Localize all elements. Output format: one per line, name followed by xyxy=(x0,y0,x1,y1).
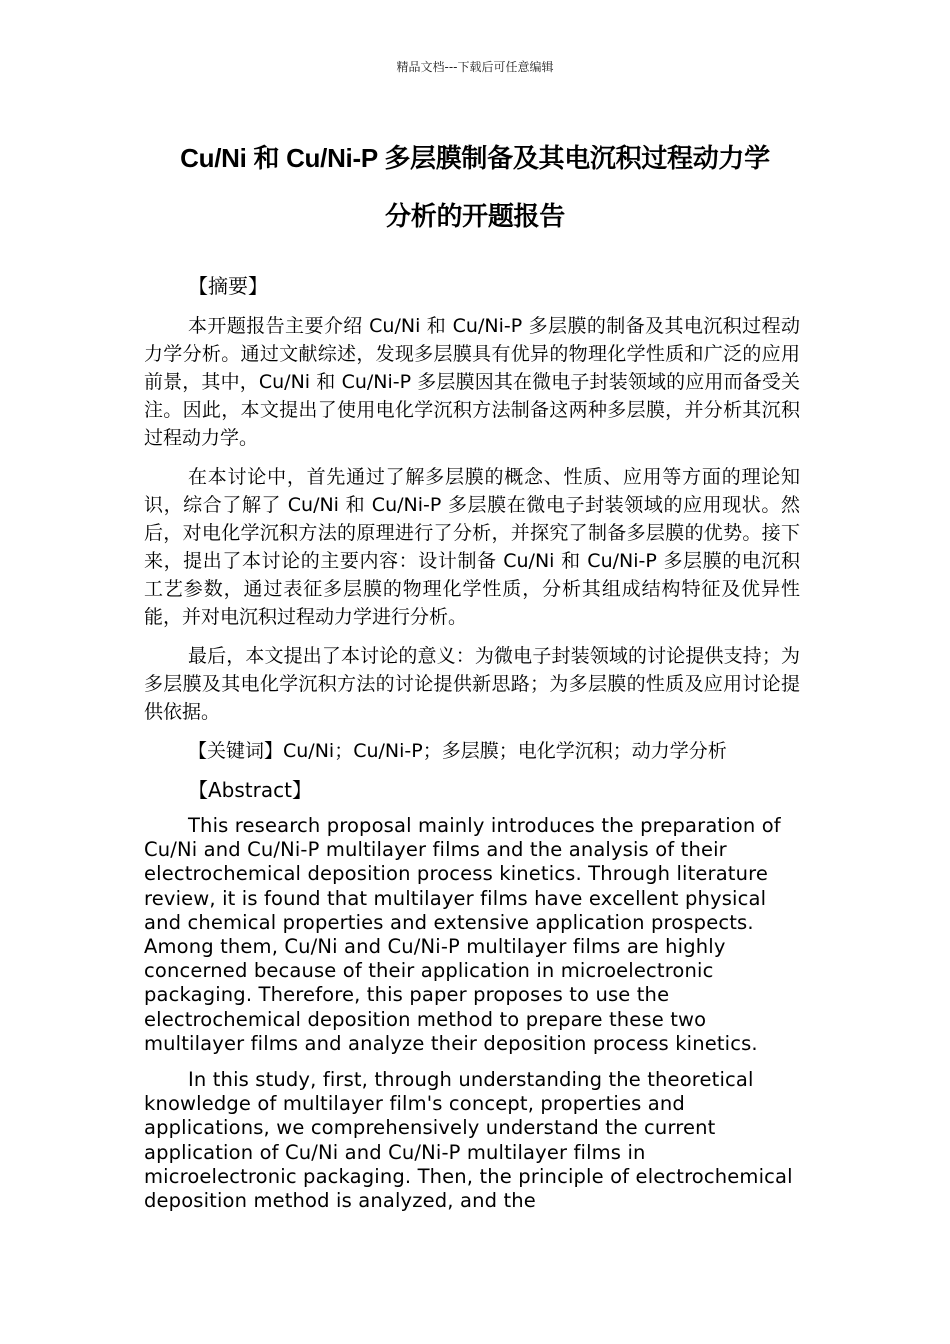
abstract-cn-paragraph-2: 在本讨论中，首先通过了解多层膜的概念、性质、应用等方面的理论知识，综合了解了 Cu/Ni 和 Cu/Ni-P 多层膜在微电子封装领域的应用现状。然后，对电化学沉积方法的原理进行了分析，并探究了制备多层膜的优势。接下来，提出了本讨论的主要内容：设计制备 Cu/Ni 和 Cu/Ni-P 多层膜的电沉积工艺参数，通过表征多层膜的物理化学性质，分析其组成结构特征及优异性能，并对电沉积过程动力学进行分析。 xyxy=(144,466,800,628)
abstract-en-paragraph-1: This research proposal mainly introduces the preparation of Cu/Ni and Cu/Ni-P multilayer films and the analysis of their electrochemical deposition process kinetics. Through literature review, it is found that multilayer films have excellent physical and chemical properties and extensive application prospects. Among them, Cu/Ni and Cu/Ni-P multilayer films are highly concerned because of their application in microelectronic packaging. Therefore, this paper proposes to use the electrochemical deposition method to prepare these two multilayer films and analyze their deposition process kinetics. xyxy=(144,814,781,1055)
abstract-cn-paragraph-1: 本开题报告主要介绍 Cu/Ni 和 Cu/Ni-P 多层膜的制备及其电沉积过程动力学分析。通过文献综述，发现多层膜具有优异的物理化学性质和广泛的应用前景，其中，Cu/Ni 和 Cu/Ni-P 多层膜因其在微电子封装领域的应用而备受关注。因此，本文提出了使用电化学沉积方法制备这两种多层膜，并分析其沉积过程动力学。 xyxy=(144,315,800,449)
keywords-line: 【关键词】Cu/Ni；Cu/Ni-P；多层膜；电化学沉积；动力学分析 xyxy=(188,740,727,762)
abstract-en-paragraph-2: In this study, first, through understanding the theoretical knowledge of multilayer film's concept, properties and applications, we comprehensively understand the current application of Cu/Ni and Cu/Ni-P multilayer films in microelectronic packaging. Then, the principle of electrochemical deposition method is analyzed, and the xyxy=(144,1068,793,1213)
abstract-en-heading: 【Abstract】 xyxy=(188,778,312,802)
abstract-cn-paragraph-3: 最后，本文提出了本讨论的意义：为微电子封装领域的讨论提供支持；为多层膜及其电化学沉积方法的讨论提供新思路；为多层膜的性质及应用讨论提供依据。 xyxy=(144,645,800,723)
abstract-cn-heading: 【摘要】 xyxy=(188,274,268,298)
document-body xyxy=(144,272,800,1225)
document-title-line-2: 分析的开题报告 xyxy=(385,201,565,231)
document-title-line-1: Cu/Ni 和 Cu/Ni-P 多层膜制备及其电沉积过程动力学 xyxy=(180,143,770,173)
page-header-note: 精品文档---下载后可任意编辑 xyxy=(396,60,554,74)
